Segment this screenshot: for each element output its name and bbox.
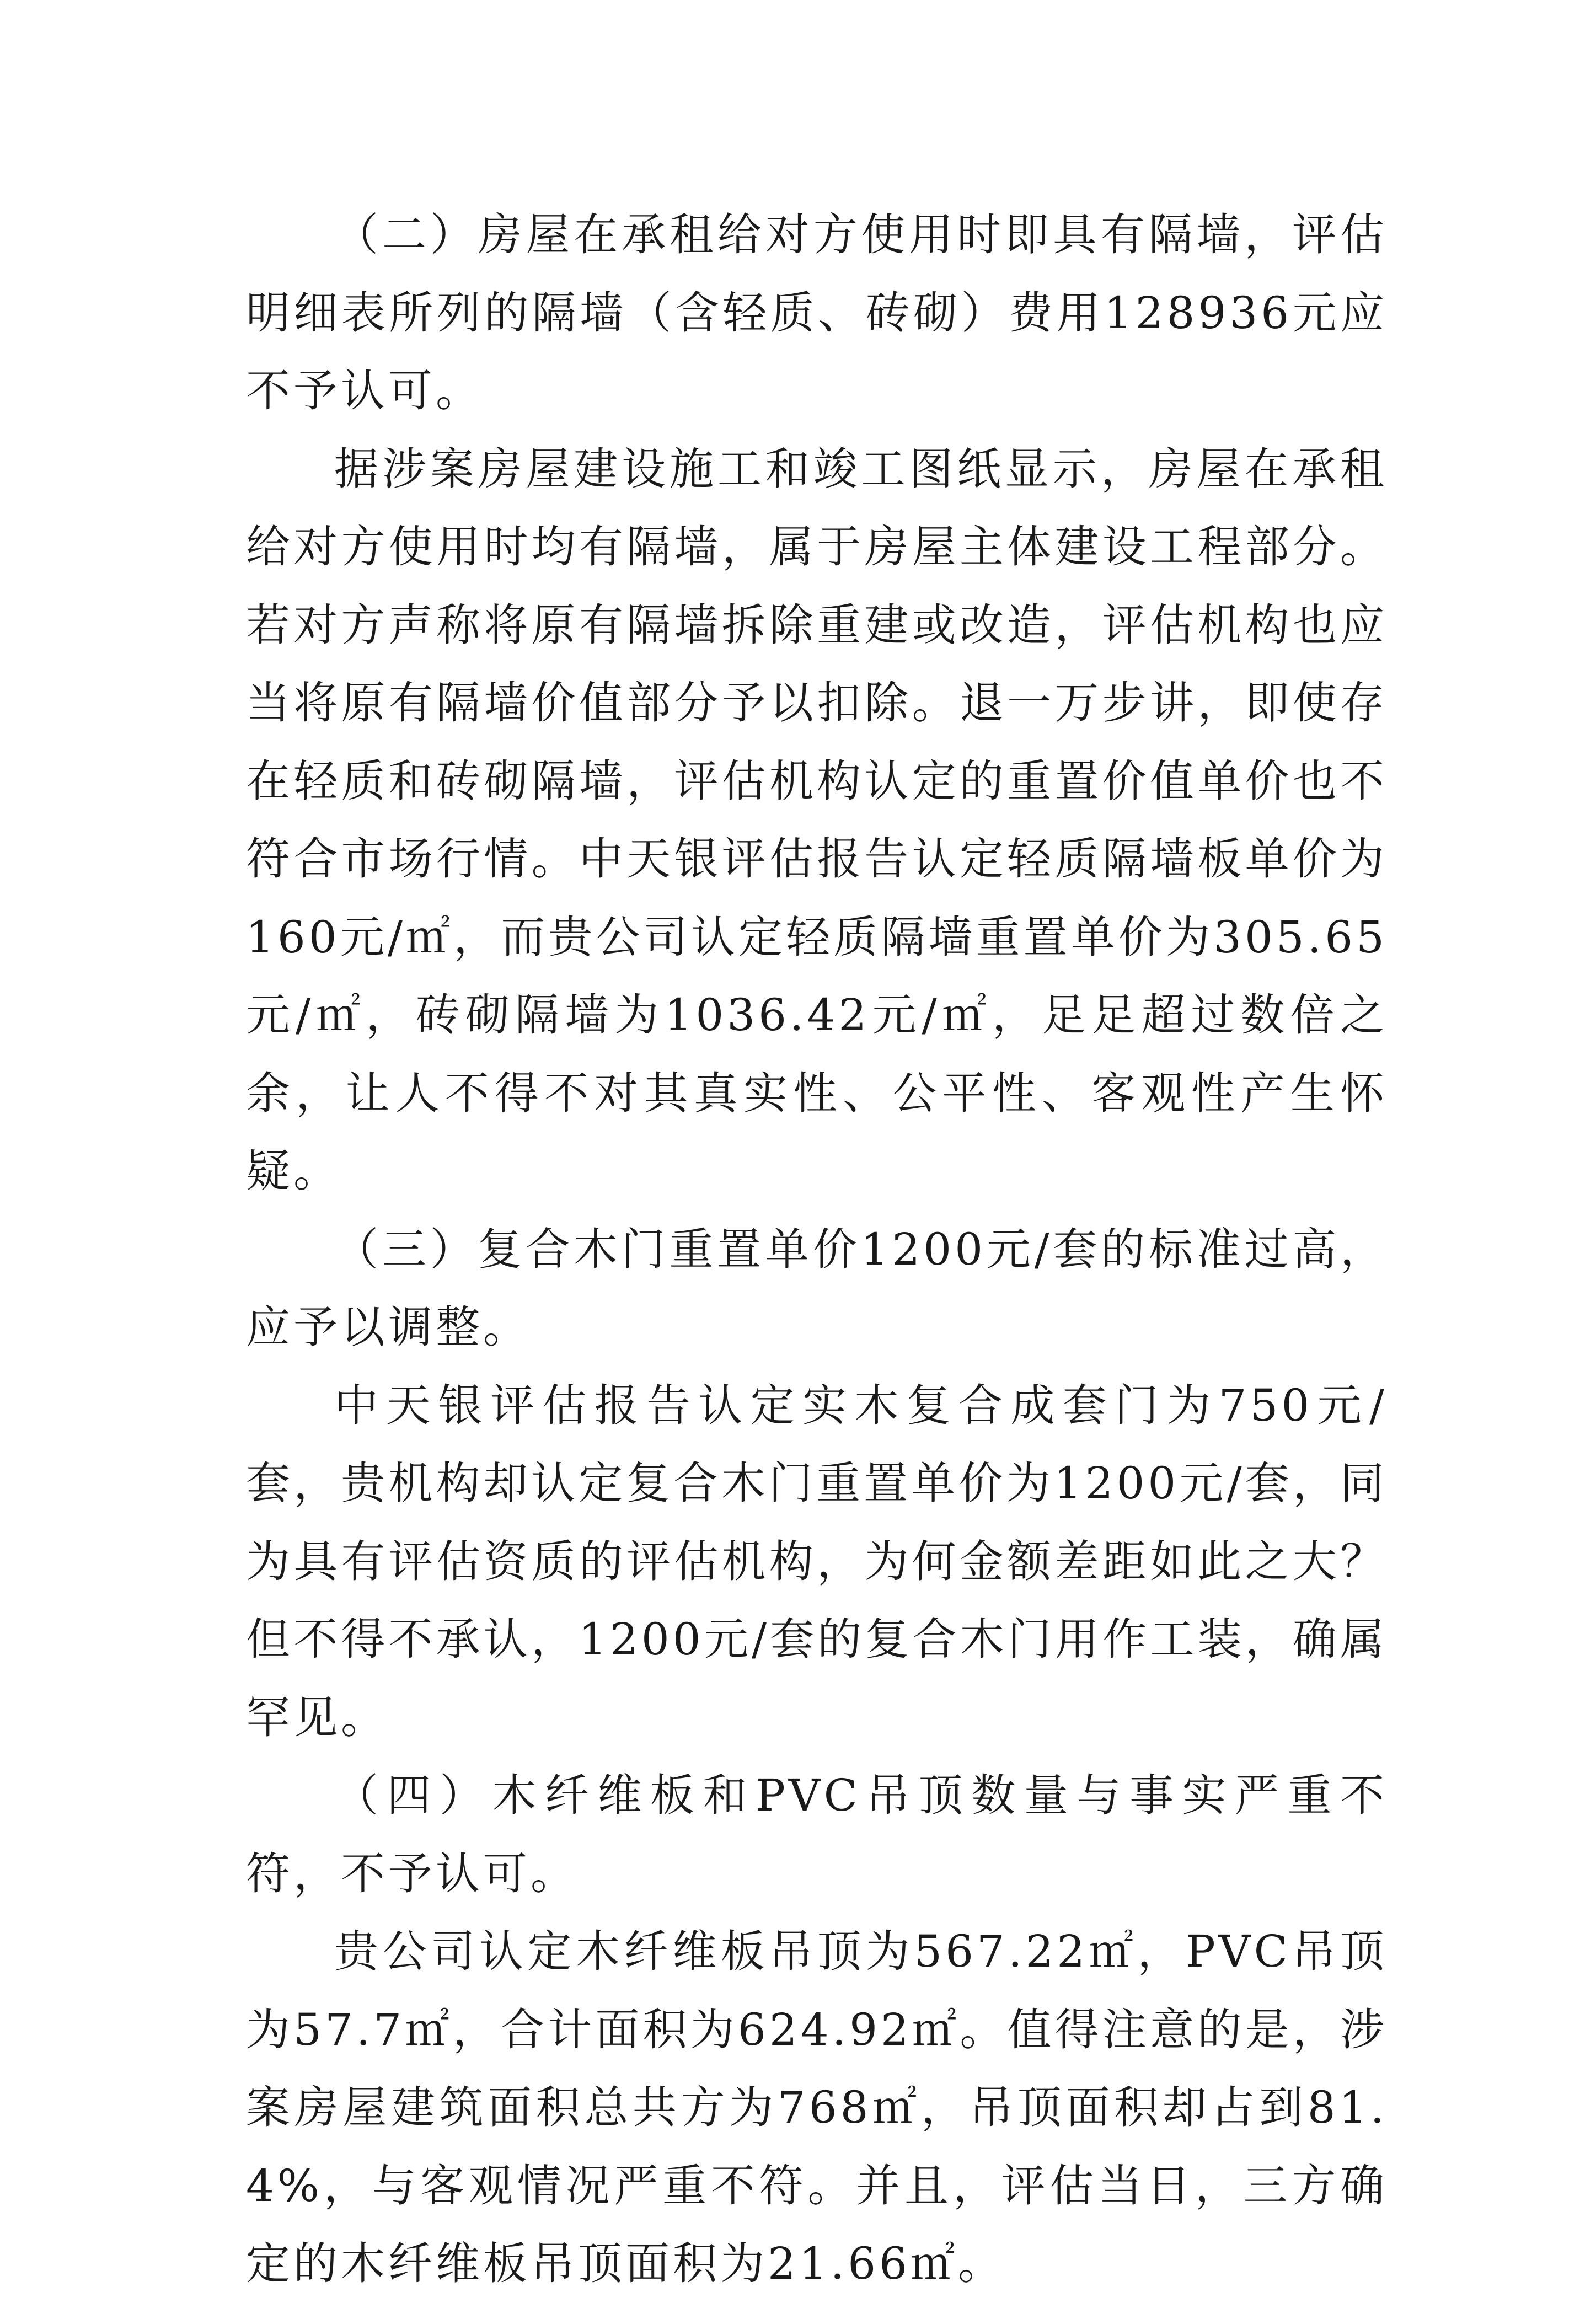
paragraph-partition-wall-heading: （二）房屋在承租给对方使用时即具有隔墙，评估明细表所列的隔墙（含轻质、砖砌）费用128936元应不予认可。 — [246, 209, 1388, 416]
paragraph-wooden-door-detail: 中天银评估报告认定实木复合成套门为750元/套，贵机构却认定复合木门重置单价为1200元/套，同为具有评估资质的评估机构，为何金额差距如此之大？但不得不承认，1200元/套的复合木门用作工装，确属罕见。 — [246, 1379, 1388, 1743]
paragraph-wooden-door-heading: （三）复合木门重置单价1200元/套的标准过高，应予以调整。 — [246, 1223, 1388, 1353]
paragraph-ceiling-detail: 贵公司认定木纤维板吊顶为567.22㎡，PVC吊顶为57.7㎡，合计面积为624.92㎡。值得注意的是，涉案房屋建筑面积总共方为768㎡，吊顶面积却占到81.4%，与客观情况严重不符。并且，评估当日，三方确定的木纤维板吊顶面积为21.66㎡。 — [246, 1926, 1388, 2289]
paragraph-partition-wall-detail: 据涉案房屋建设施工和竣工图纸显示，房屋在承租给对方使用时均有隔墙，属于房屋主体建设工程部分。若对方声称将原有隔墙拆除重建或改造，评估机构也应当将原有隔墙价值部分予以扣除。退一万步讲，即使存在轻质和砖砌隔墙，评估机构认定的重置价值单价也不符合市场行情。中天银评估报告认定轻质隔墙板单价为160元/㎡，而贵公司认定轻质隔墙重置单价为305.65元/㎡，砖砌隔墙为1036.42元/㎡，足足超过数倍之余，让人不得不对其真实性、公平性、客观性产生怀疑。 — [246, 443, 1388, 1197]
paragraph-ceiling-heading: （四）木纤维板和PVC吊顶数量与事实严重不符，不予认可。 — [246, 1770, 1388, 1899]
document-body — [246, 196, 1388, 2303]
